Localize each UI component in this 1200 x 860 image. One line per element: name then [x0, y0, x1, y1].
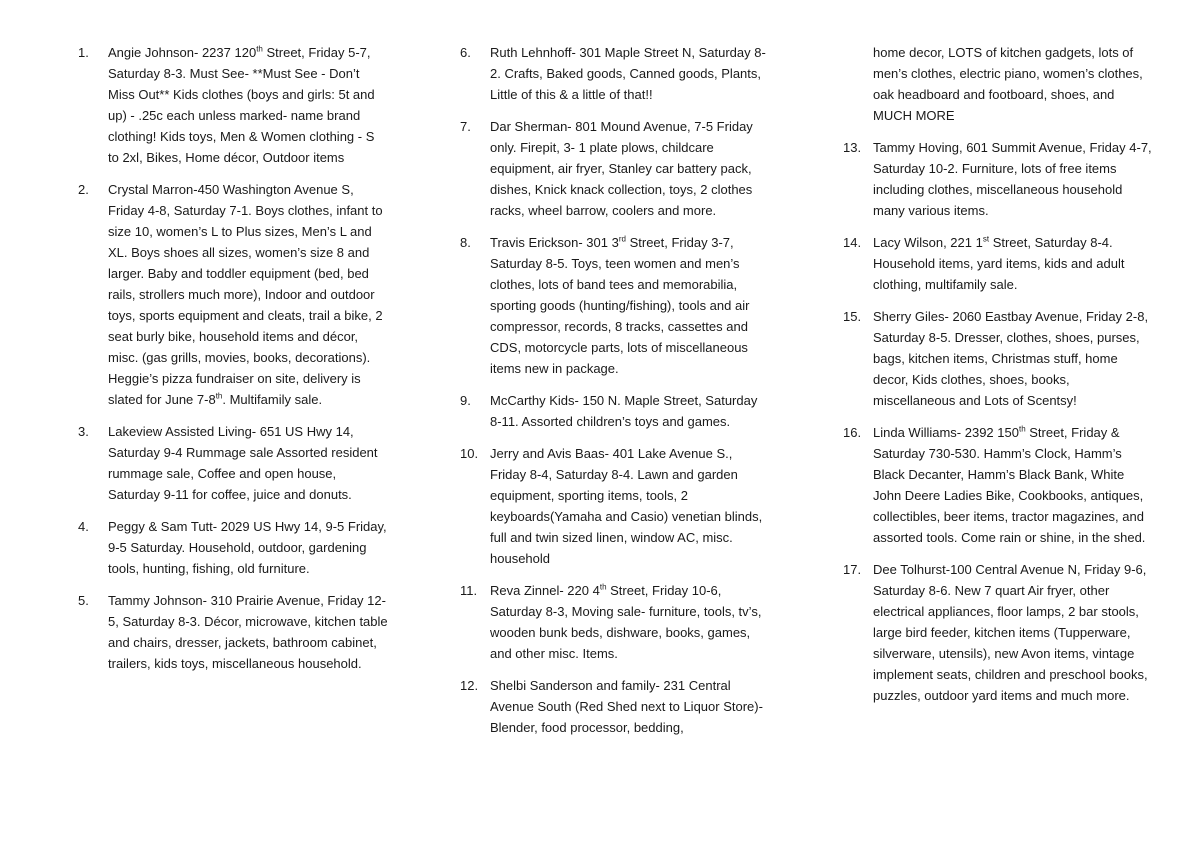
item-number: 4.: [78, 519, 89, 534]
list-item: [460, 390, 772, 432]
item-text: McCarthy Kids- 150 N. Maple Street, Saturday 8-11. Assorted children’s toys and games.: [490, 393, 758, 429]
list-item: [460, 42, 772, 105]
list-item: [843, 559, 1153, 706]
list-item: [460, 675, 772, 738]
item-number: 11.: [460, 583, 478, 598]
list-item: [460, 232, 772, 379]
item-text: Travis Erickson- 301 3rd Street, Friday 3-7, Saturday 8-5. Toys, teen women and men’s clothes, lots of band tees and memorabilia, sporting goods (hunting/fishing), tools and air compressor, records, 8 tracks, cassettes and CDS, motorcycle parts, lots of miscellaneous items new in package.: [490, 234, 750, 376]
item-number: 5.: [78, 593, 89, 608]
item-text: Peggy & Sam Tutt- 2029 US Hwy 14, 9-5 Friday, 9-5 Saturday. Household, outdoor, gardening tools, hunting, fishing, old furniture.: [108, 519, 387, 576]
item-text: Lakeview Assisted Living- 651 US Hwy 14, Saturday 9-4 Rummage sale Assorted resident rummage sale, Coffee and open house, Saturday 9-11 for coffee, juice and donuts.: [108, 424, 378, 502]
list-item: [843, 137, 1153, 221]
list-item: [78, 42, 388, 168]
item-text: Crystal Marron-450 Washington Avenue S, Friday 4-8, Saturday 7-1. Boys clothes, infant to size 10, women’s L to Plus sizes, Men’s L and XL. Boys shoes all sizes, women’s size 8 and larger. Baby and toddler equipment (bed, bed rails, strollers much more), Indoor and outdoor toys, sports equipment and cleats, trail a bike, 2 seat burly bike, household items and décor, misc. (gas grills, movies, books, decorations). Heggie’s pizza fundraiser on site, delivery is slated for June 7-8th. Multifamily sale.: [108, 182, 383, 407]
item-number: 7.: [460, 119, 471, 134]
list-item: [78, 590, 388, 674]
item-text: Linda Williams- 2392 150th Street, Friday & Saturday 730-530. Hamm’s Clock, Hamm’s Black Decanter, Hamm’s Black Bank, White John Deere Ladies Bike, Cookbooks, antiques, collectibles, beer items, tractor magazines, and assorted tools. Come rain or shine, in the shed.: [873, 424, 1146, 545]
item-text: Jerry and Avis Baas- 401 Lake Avenue S., Friday 8-4, Saturday 8-4. Lawn and garden equipment, sporting items, tools, 2 keyboards(Yamaha and Casio) venetian blinds, full and twin sized linen, window AC, misc. household: [490, 446, 763, 566]
list-item: [843, 232, 1153, 295]
list-item: [460, 116, 772, 221]
list-item: [78, 421, 388, 505]
item-text: Dar Sherman- 801 Mound Avenue, 7-5 Friday only. Firepit, 3- 1 plate plows, childcare equipment, air fryer, Stanley car battery pack, dishes, Knick knack collection, toys, 2 clothes racks, wheel barrow, coolers and more.: [490, 119, 753, 218]
item-text: Reva Zinnel- 220 4th Street, Friday 10-6, Saturday 8-3, Moving sale- furniture, tools, tv’s, wooden bunk beds, dishware, books, games, and other misc. Items.: [490, 582, 762, 661]
column-middle: [460, 42, 772, 749]
list-item: [78, 179, 388, 410]
item-continuation: home decor, LOTS of kitchen gadgets, lots of men’s clothes, electric piano, women’s clothes, oak headboard and footboard, shoes, and MUCH MORE: [873, 45, 1143, 123]
list-item: [460, 580, 772, 664]
item-number: 6.: [460, 45, 471, 60]
item-number: 13.: [843, 140, 862, 155]
list-item: [843, 422, 1153, 548]
list-item: [843, 306, 1153, 411]
item-number: 15.: [843, 309, 862, 324]
item-number: 16.: [843, 425, 862, 440]
column-right: [843, 42, 1153, 717]
item-number: 8.: [460, 235, 471, 250]
list-item: [78, 516, 388, 579]
item-number: 2.: [78, 182, 89, 197]
item-text: Lacy Wilson, 221 1st Street, Saturday 8-4. Household items, yard items, kids and adult clothing, multifamily sale.: [873, 234, 1125, 292]
item-number: 12.: [460, 678, 479, 693]
column-left: [78, 42, 388, 685]
item-number: 9.: [460, 393, 471, 408]
item-number: 10.: [460, 446, 479, 461]
item-text: Angie Johnson- 2237 120th Street, Friday 5-7, Saturday 8-3. Must See- **Must See - Don’t Miss Out** Kids clothes (boys and girls: 5t and up) - .25c each unless marked- name brand clothing! Kids toys, Men & Women clothing - S to 2xl, Bikes, Home décor, Outdoor items: [108, 44, 375, 165]
item-text: Tammy Hoving, 601 Summit Avenue, Friday 4-7, Saturday 10-2. Furniture, lots of free items including clothes, miscellaneous household many various items.: [873, 140, 1152, 218]
item-text: Ruth Lehnhoff- 301 Maple Street N, Saturday 8-2. Crafts, Baked goods, Canned goods, Plants, Little of this & a little of that!!: [490, 45, 766, 102]
list-item: [460, 443, 772, 569]
item-text: Sherry Giles- 2060 Eastbay Avenue, Friday 2-8, Saturday 8-5. Dresser, clothes, shoes, purses, bags, kitchen items, Christmas stuff, home decor, Kids clothes, shoes, books, miscellaneous and Lots of Scentsy!: [873, 309, 1149, 408]
item-text: Dee Tolhurst-100 Central Avenue N, Friday 9-6, Saturday 8-6. New 7 quart Air fryer, other electrical appliances, floor lamps, 2 bar stools, large bird feeder, kitchen items (Tupperware, silverware, utensils), new Avon items, vintage implement seats, children and preschool books, puzzles, outdoor yard items and much more.: [873, 562, 1148, 703]
item-number: 17.: [843, 562, 862, 577]
item-number: 14.: [843, 235, 862, 250]
item-number: 1.: [78, 45, 89, 60]
item-number: 3.: [78, 424, 89, 439]
item-text: Tammy Johnson- 310 Prairie Avenue, Friday 12-5, Saturday 8-3. Décor, microwave, kitchen table and chairs, dresser, jackets, bathroom cabinet, trailers, kids toys, miscellaneous household.: [108, 593, 388, 671]
item-text: Shelbi Sanderson and family- 231 Central Avenue South (Red Shed next to Liquor Store)- Blender, food processor, bedding,: [490, 678, 763, 735]
